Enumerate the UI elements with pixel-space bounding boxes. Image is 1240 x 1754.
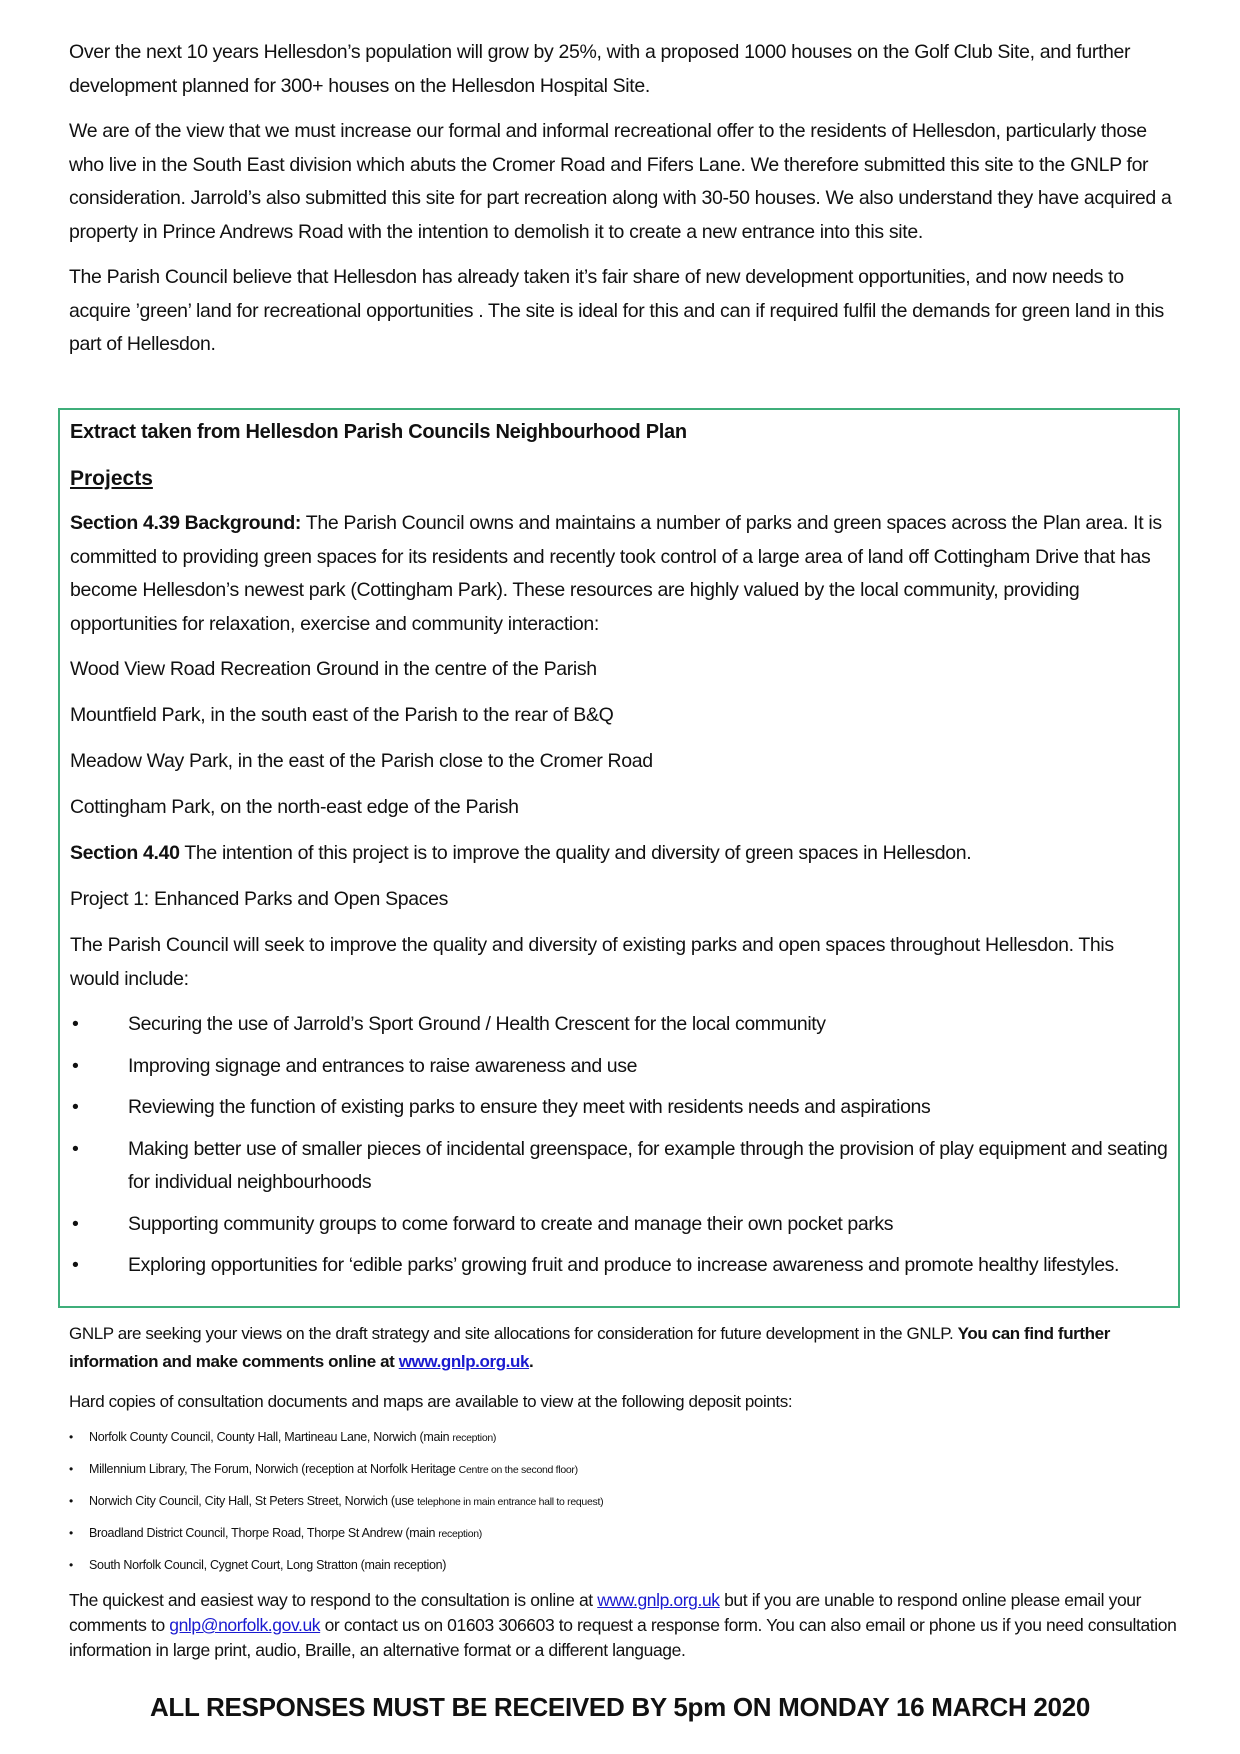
extract-title: Extract taken from Hellesdon Parish Councils Neighbourhood Plan bbox=[70, 421, 687, 443]
list-item: • Exploring opportunities for ‘edible parks’ growing fruit and produce to increase awareness and promote healthy lifestyles. bbox=[70, 1249, 1168, 1283]
intro-paragraph-3: The Parish Council believe that Hellesdon has already taken it’s fair share of new development opportunities, and now needs to acquire ’green’ land for recreational opportunities . The site is ideal for this and can if required fulfil the demands for green land in this part of Hellesdon. bbox=[69, 266, 1164, 355]
section-4-39 bbox=[70, 507, 1168, 641]
bullet-icon: • bbox=[72, 1254, 79, 1276]
bullet-icon: • bbox=[72, 1054, 79, 1077]
list-item: • Improving signage and entrances to raise awareness and use bbox=[70, 1050, 1168, 1084]
bullet-icon: • bbox=[69, 1558, 73, 1572]
bullet-icon: • bbox=[69, 1526, 73, 1540]
park-item: Mountfield Park, in the south east of the Parish to the rear of B&Q bbox=[70, 704, 614, 726]
park-item: Wood View Road Recreation Ground in the centre of the Parish bbox=[70, 658, 597, 680]
bullet-icon: • bbox=[72, 1212, 79, 1235]
section-4-40-text: The intention of this project is to improve the quality and diversity of green spaces in Hellesdon. bbox=[179, 842, 972, 864]
extract-subtitle: Projects bbox=[70, 467, 153, 490]
list-item: • Norwich City Council, City Hall, St Peters Street, Norwich (use telephone in main entrance hall to request) bbox=[69, 1492, 1179, 1512]
park-item: Meadow Way Park, in the east of the Parish close to the Cromer Road bbox=[70, 750, 653, 772]
list-item: • Norfolk County Council, County Hall, Martineau Lane, Norwich (main reception) bbox=[69, 1428, 1179, 1448]
intro-paragraph-1: Over the next 10 years Hellesdon’s population will grow by 25%, with a proposed 1000 houses on the Golf Club Site, and further development planned for 300+ houses on the Hellesdon Hospital Site. bbox=[69, 41, 1131, 97]
bullet-icon: • bbox=[69, 1430, 73, 1444]
park-item: Cottingham Park, on the north-east edge of the Parish bbox=[70, 796, 519, 818]
list-item: • South Norfolk Council, Cygnet Court, Long Stratton (main reception) bbox=[69, 1556, 1179, 1576]
hard-copies-text: Hard copies of consultation documents and maps are available to view at the following deposit points: bbox=[69, 1392, 793, 1411]
bullet-icon: • bbox=[72, 1013, 79, 1035]
project-intro: The Parish Council will seek to improve the quality and diversity of existing parks and open spaces throughout Hellesdon. This would include: bbox=[70, 934, 1114, 990]
list-item: • Making better use of smaller pieces of incidental greenspace, for example through the provision of play equipment and seating for individual neighbourhoods bbox=[70, 1133, 1168, 1200]
gnlp-website-link[interactable]: www.gnlp.org.uk bbox=[597, 1590, 720, 1610]
list-item: • Broadland District Council, Thorpe Road, Thorpe St Andrew (main reception) bbox=[69, 1524, 1179, 1544]
intro-section bbox=[69, 36, 1177, 374]
views-bold: You can find further information and make comments online at www.gnlp.org.uk. bbox=[69, 1324, 1110, 1371]
neighbourhood-plan-extract-box bbox=[58, 408, 1180, 1308]
project-bullet-list bbox=[70, 1008, 1168, 1283]
gnlp-website-link[interactable]: www.gnlp.org.uk bbox=[398, 1352, 530, 1371]
respond-paragraph: The quickest and easiest way to respond to the consultation is online at www.gnlp.org.uk but if you are unable to respond online please email your comments to gnlp@norfolk.gov.uk or contact us on 01603 306603 to request a response form. You can also email or phone us if you need consultation information in large print, audio, Braille, an alternative format or a different language. bbox=[69, 1590, 1177, 1660]
views-paragraph: GNLP are seeking your views on the draft strategy and site allocations for consideration for future development in the GNLP. You can find further information and make comments online at www.gnlp.org.uk. bbox=[69, 1324, 1110, 1371]
list-item: • Supporting community groups to come forward to create and manage their own pocket parks bbox=[70, 1208, 1168, 1242]
section-4-40-label: Section 4.40 bbox=[70, 842, 180, 864]
list-item: • Millennium Library, The Forum, Norwich (reception at Norfolk Heritage Centre on the second floor) bbox=[69, 1460, 1179, 1480]
deposit-points-list bbox=[69, 1428, 1179, 1576]
bullet-icon: • bbox=[69, 1462, 73, 1476]
project-title: Project 1: Enhanced Parks and Open Spaces bbox=[70, 888, 449, 910]
bullet-icon: • bbox=[72, 1096, 79, 1118]
bullet-icon: • bbox=[72, 1137, 79, 1160]
section-4-39-text: The Parish Council owns and maintains a number of parks and green spaces across the Plan area. It is committed to providing green spaces for its residents and recently took control of a large area of land off Cottingham Drive that has become Hellesdon’s newest park (Cottingham Park). These resources are highly valued by the local community, providing opportunities for relaxation, exercise and community interaction: bbox=[70, 512, 1162, 635]
bullet-icon: • bbox=[69, 1494, 73, 1508]
gnlp-email-link[interactable]: gnlp@norfolk.gov.uk bbox=[169, 1615, 321, 1635]
section-4-39-label: Section 4.39 Background: bbox=[70, 512, 302, 534]
list-item: • Reviewing the function of existing parks to ensure they meet with residents needs and aspirations bbox=[70, 1091, 1168, 1125]
list-item: • Securing the use of Jarrold’s Sport Ground / Health Crescent for the local community bbox=[70, 1008, 1168, 1042]
intro-paragraph-2: We are of the view that we must increase our formal and informal recreational offer to the residents of Hellesdon, particularly those who live in the South East division which abuts the Cromer Road and Fifers Lane. We therefore submitted this site to the GNLP for consideration. Jarrold’s also submitted this site for part recreation along with 30-50 houses. We also understand they have acquired a property in Prince Andrews Road with the intention to demolish it to create a new entrance into this site. bbox=[69, 120, 1172, 243]
section-4-40 bbox=[70, 837, 1168, 870]
consultation-section bbox=[69, 1320, 1179, 1663]
deadline-banner: ALL RESPONSES MUST BE RECEIVED BY 5pm ON MONDAY 16 MARCH 2020 bbox=[149, 1692, 1091, 1722]
